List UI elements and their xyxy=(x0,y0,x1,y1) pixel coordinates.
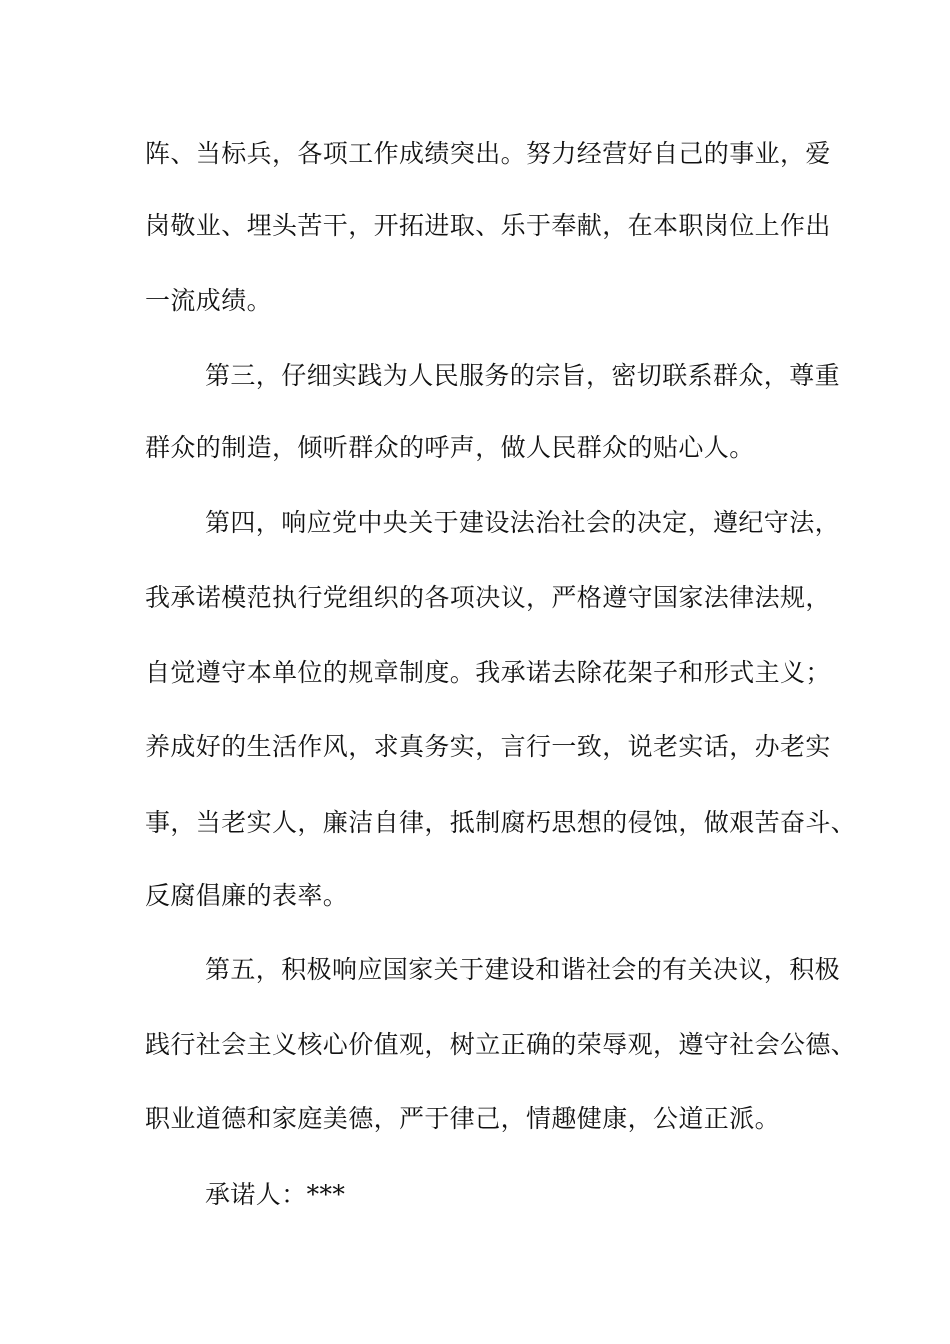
text-line: 职业道德和家庭美德，严于律己，情趣健康，公道正派。 xyxy=(145,1104,781,1133)
text-line: 践行社会主义核心价值观，树立正确的荣辱观，遵守社会公德、 xyxy=(145,1030,857,1059)
text-line: 阵、当标兵，各项工作成绩突出。努力经营好自己的事业，爱 xyxy=(145,139,831,168)
paragraph-start-line: 第三，仔细实践为人民服务的宗旨，密切联系群众，尊重 xyxy=(205,361,841,390)
paragraph-start-line: 第五，积极响应国家关于建设和谐社会的有关决议，积极 xyxy=(205,955,841,984)
text-line: 养成好的生活作风，求真务实，言行一致，说老实话，办老实 xyxy=(145,732,831,761)
text-line: 一流成绩。 xyxy=(145,286,273,315)
text-line: 群众的制造，倾听群众的呼声，做人民群众的贴心人。 xyxy=(145,433,755,462)
text-line: 岗敬业、埋头苦干，开拓进取、乐于奉献，在本职岗位上作出 xyxy=(145,211,831,240)
signature-line: 承诺人：*** xyxy=(205,1180,346,1209)
text-line: 自觉遵守本单位的规章制度。我承诺去除花架子和形式主义； xyxy=(145,658,831,687)
text-line: 反腐倡廉的表率。 xyxy=(145,881,349,910)
text-line: 事，当老实人，廉洁自律，抵制腐朽思想的侵蚀，做艰苦奋斗、 xyxy=(145,808,857,837)
paragraph-start-line: 第四，响应党中央关于建设法治社会的决定，遵纪守法， xyxy=(205,508,841,537)
text-line: 我承诺模范执行党组织的各项决议，严格遵守国家法律法规， xyxy=(145,583,831,612)
